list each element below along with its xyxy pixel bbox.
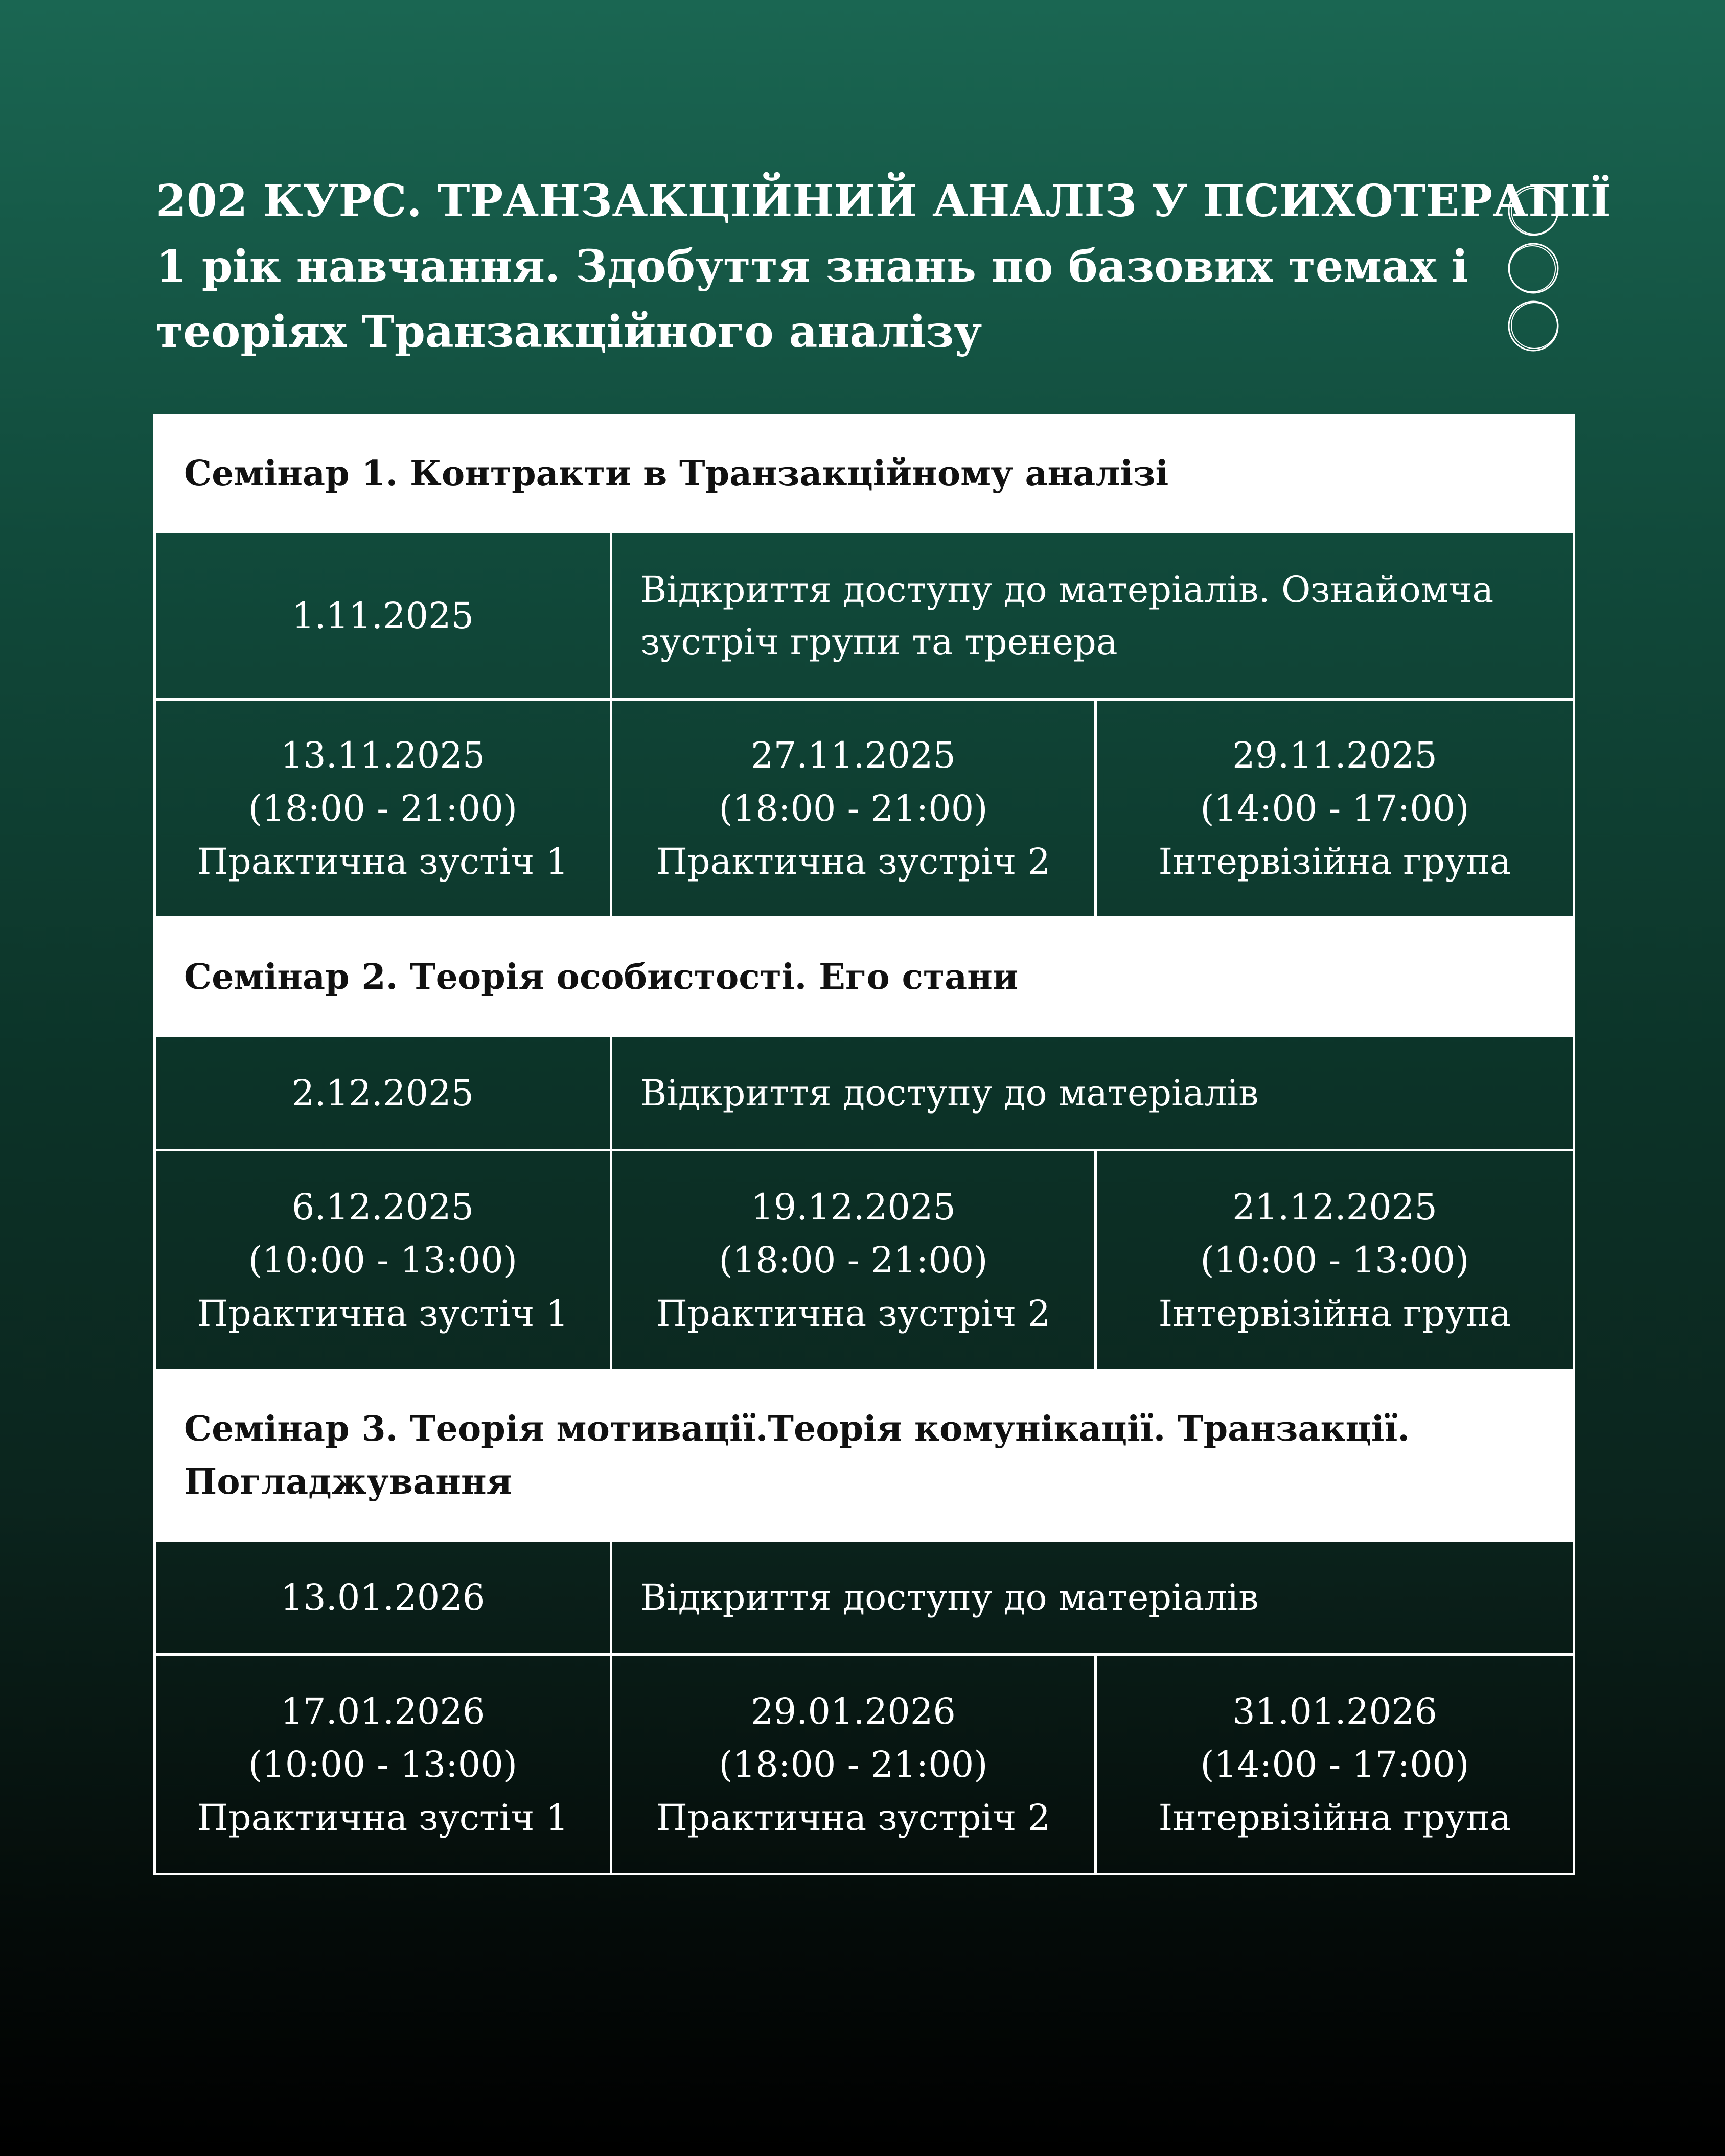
course-subtitle-line-1: 1 рік навчання. Здобуття знань по базових темах і <box>156 241 1468 292</box>
opening-row <box>155 1541 1574 1655</box>
meeting-cell <box>155 700 611 918</box>
opening-description-line: Відкриття доступу до матеріалів <box>640 1072 1259 1114</box>
meeting-label: Практична зустіч 1 <box>197 1796 569 1839</box>
meeting-time: (18:00 - 21:00) <box>719 1743 988 1786</box>
opening-date: 1.11.2025 <box>155 532 611 700</box>
meeting-cell <box>155 1150 611 1370</box>
meeting-label: Практична зустіч 1 <box>197 841 569 883</box>
meeting-label: Інтервізійна група <box>1158 841 1511 883</box>
meeting-date: 27.11.2025 <box>751 734 956 776</box>
seminar-title-line: Семінар 1. Контракти в Транзакційному аналізі <box>184 453 1169 494</box>
meeting-label: Практична зустріч 2 <box>656 841 1051 883</box>
seminar-title-line: Погладжування <box>184 1461 512 1502</box>
opening-description <box>611 532 1574 700</box>
schedule-table <box>153 414 1575 1875</box>
meeting-time: (18:00 - 21:00) <box>719 787 988 829</box>
meeting-time: (18:00 - 21:00) <box>719 1239 988 1281</box>
seminar-header <box>155 415 1574 532</box>
opening-description-line: зустріч групи та тренера <box>640 620 1118 663</box>
page-header <box>156 169 1611 365</box>
meeting-time: (14:00 - 17:00) <box>1200 787 1469 829</box>
opening-row <box>155 1036 1574 1150</box>
opening-description <box>611 1036 1574 1150</box>
meeting-date: 31.01.2026 <box>1232 1690 1437 1732</box>
meeting-label: Інтервізійна група <box>1158 1292 1511 1334</box>
meeting-label: Практична зустріч 2 <box>656 1292 1051 1334</box>
seminar-title-line: Семінар 3. Теорія мотивації.Теорія комунікації. Транзакції. <box>184 1408 1410 1449</box>
meeting-time: (10:00 - 13:00) <box>1200 1239 1469 1281</box>
seminar-header <box>155 1370 1574 1541</box>
seminar-title <box>155 918 1574 1036</box>
meeting-date: 21.12.2025 <box>1232 1186 1437 1228</box>
meeting-cell <box>1096 1150 1574 1370</box>
meeting-cell <box>611 1150 1096 1370</box>
meeting-cell <box>611 1655 1096 1874</box>
seminar-title <box>155 415 1574 532</box>
meeting-date: 6.12.2025 <box>291 1186 474 1228</box>
meeting-label: Практична зустріч 2 <box>656 1796 1051 1839</box>
meeting-cell <box>155 1655 611 1874</box>
course-subtitle-line-2: теоріях Транзакційного аналізу <box>156 306 982 358</box>
triple-rings-icon <box>1505 181 1561 355</box>
meeting-date: 17.01.2026 <box>280 1690 486 1732</box>
meeting-cell <box>1096 700 1574 918</box>
meeting-label: Інтервізійна група <box>1158 1796 1511 1839</box>
seminar-title-line: Семінар 2. Теорія особистості. Его стани <box>184 956 1019 998</box>
meeting-date: 29.11.2025 <box>1232 734 1437 776</box>
opening-description-line: Відкриття доступу до матеріалів <box>640 1577 1259 1618</box>
opening-row <box>155 532 1574 700</box>
meeting-date: 29.01.2026 <box>751 1690 956 1732</box>
meeting-cell <box>1096 1655 1574 1874</box>
opening-date: 13.01.2026 <box>155 1541 611 1655</box>
meeting-label: Практична зустіч 1 <box>197 1292 569 1334</box>
course-title: 202 КУРС. ТРАНЗАКЦІЙНИЙ АНАЛІЗ У ПСИХОТЕРАПІЇ <box>156 175 1611 227</box>
opening-description-line: Відкриття доступу до матеріалів. Ознайомча <box>640 568 1494 611</box>
opening-description <box>611 1541 1574 1655</box>
meeting-time: (10:00 - 13:00) <box>248 1239 518 1281</box>
meeting-date: 19.12.2025 <box>751 1186 956 1228</box>
meetings-row <box>155 1150 1574 1370</box>
meeting-cell <box>611 700 1096 918</box>
meeting-time: (14:00 - 17:00) <box>1200 1743 1469 1786</box>
meetings-row <box>155 1655 1574 1874</box>
meeting-time: (18:00 - 21:00) <box>248 787 518 829</box>
seminar-header <box>155 918 1574 1036</box>
meetings-row <box>155 700 1574 918</box>
seminar-title <box>155 1370 1574 1541</box>
meeting-date: 13.11.2025 <box>280 734 486 776</box>
meeting-time: (10:00 - 13:00) <box>248 1743 518 1786</box>
opening-date: 2.12.2025 <box>155 1036 611 1150</box>
